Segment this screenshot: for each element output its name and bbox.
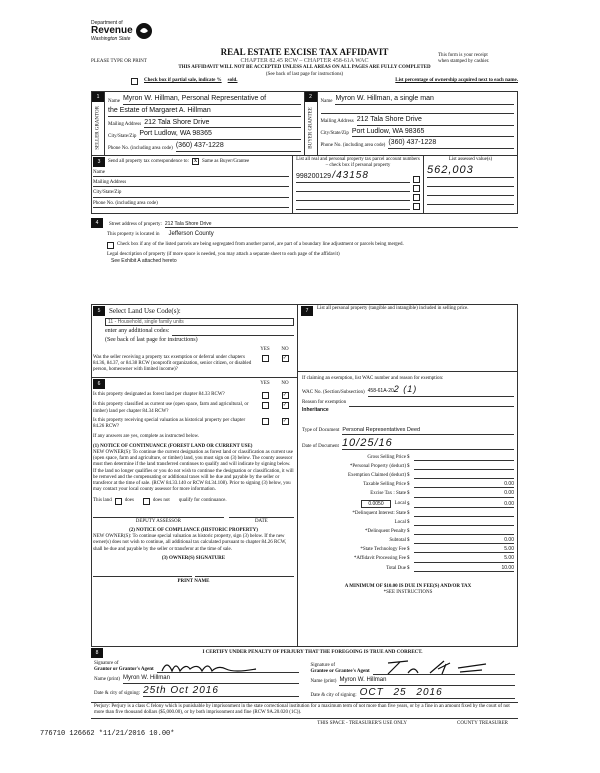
- partial-sale-checkbox[interactable]: [131, 78, 138, 85]
- buyer-fields: [318, 92, 518, 155]
- fee-row: [302, 528, 514, 535]
- personal-property-checkbox[interactable]: [413, 176, 420, 183]
- assessed-column: [424, 156, 517, 213]
- parcel-field[interactable]: [296, 171, 410, 183]
- dollar-sign: $: [407, 528, 410, 534]
- section-4-number: 4: [91, 218, 103, 228]
- fee-value-field[interactable]: [414, 472, 514, 479]
- buyer-section: [305, 92, 518, 155]
- title-block: [221, 47, 389, 66]
- fee-row: [302, 565, 514, 572]
- receipt-line2: when stamped by cashier.: [438, 59, 490, 64]
- current-use-yes-checkbox[interactable]: [262, 402, 269, 409]
- seller-city-field[interactable]: Port Ludlow, WA 98365: [139, 130, 300, 140]
- doc-type-field[interactable]: Personal Representatives Deed: [342, 427, 514, 435]
- wac-field[interactable]: [368, 385, 514, 396]
- section-2-number: 2: [305, 92, 317, 102]
- fee-label: *Delinquent Penalty: [365, 528, 406, 534]
- personal-property-checkbox[interactable]: [413, 194, 420, 201]
- section-5: [92, 305, 297, 378]
- dollar-sign: $: [407, 472, 410, 478]
- assessed-value-field[interactable]: 562,003: [427, 165, 514, 178]
- correspondence-column: [92, 156, 293, 213]
- section-6: [92, 378, 297, 589]
- dollar-sign: $: [407, 491, 410, 497]
- partial-row: [91, 78, 518, 85]
- perjury-notice: Perjury: Perjury is a class C felony which is punishable by imprisonment in the state correctional institution for a maximum term of not more than five years, or by a fine in an amount fixed by the court of not more than five thousand dollars ($5,000.00), or by both imprisonment and fine (RCW 9A.20.020 (1C)).: [91, 702, 518, 719]
- header-title-row: [91, 47, 518, 66]
- no-header: NO: [281, 347, 289, 353]
- parcel-field[interactable]: [296, 203, 410, 210]
- grantee-signature: [373, 660, 493, 675]
- dollar-sign: $: [407, 463, 410, 469]
- fee-value-field[interactable]: 10.00: [414, 565, 514, 572]
- doc-date-label: Date of Document: [302, 443, 339, 449]
- current-use-question: Is this property classified as current use (open space, farm and agricultural, or timber) land per chapter 84.34 RCW?: [93, 402, 249, 414]
- personal-property-checkbox[interactable]: [413, 203, 420, 210]
- grantor-signature: [157, 660, 267, 672]
- assessed-header: List assessed value(s): [448, 156, 493, 162]
- seller-phone-field[interactable]: (360) 437-1228: [176, 142, 301, 152]
- minimum-note: A MINIMUM OF $10.00 IS DUE IN FEE(S) AND/OR TAX: [344, 583, 472, 589]
- fee-value-field[interactable]: [414, 463, 514, 470]
- fee-row: [302, 537, 514, 544]
- grantee-name-field[interactable]: Myron W. Hillman: [339, 677, 515, 686]
- header-top: [91, 20, 518, 43]
- deputy-assessor: DEPUTY ASSESSOR: [93, 517, 224, 525]
- seller-name-field[interactable]: Myron W. Hillman, Personal Representative of: [123, 95, 301, 105]
- wac-label: WAC No. (Section/Subsection): [302, 390, 365, 396]
- dollar-sign: $: [407, 565, 410, 571]
- doc-date-field[interactable]: 10/25/16: [342, 438, 514, 451]
- fee-value-field[interactable]: 0.00: [414, 501, 514, 508]
- historic-question: Is this property receiving special valuation as historical property per chapter 84.26 RCW?: [93, 417, 246, 429]
- county-treasurer: COUNTY TREASURER: [457, 720, 508, 726]
- buyer-city-field[interactable]: Port Ludlow, WA 98365: [352, 128, 514, 138]
- assessed-value-field[interactable]: [427, 180, 514, 187]
- chapter: CHAPTER 82.45 RCW – CHAPTER 458-61A WAC: [240, 57, 369, 64]
- dollar-sign: $: [407, 510, 410, 516]
- partial-label: Check box if partial sale, indicate %: [144, 78, 222, 84]
- dollar-sign: $: [407, 454, 410, 460]
- section-5-number: 5: [93, 306, 105, 316]
- does-not-label: does not: [152, 497, 170, 503]
- fee-row: [302, 490, 514, 497]
- dollar-sign: $: [407, 501, 410, 507]
- street-label: Street address of property:: [109, 221, 162, 227]
- parties-box: [91, 91, 518, 156]
- section-7-number: 7: [301, 306, 313, 316]
- historic-yes-checkbox[interactable]: [262, 418, 269, 425]
- sec3-phone-field[interactable]: Phone No. (including area code): [93, 201, 289, 208]
- label: Mailing Address: [108, 122, 142, 127]
- seller-name-field-2[interactable]: the Estate of Margaret A. Hillman: [108, 107, 301, 117]
- grantor-block: [94, 658, 299, 699]
- section-1-number: 1: [92, 92, 104, 102]
- exemption-block: [298, 372, 517, 599]
- exemption-question: Was the seller receiving a property tax exemption or deferral under chapters 84.36, 84.37, or 84.38 RCW (nonprofit organization, senior citizen, or disabled person, homeowner with limited income)?: [93, 354, 252, 372]
- sec3-address-field[interactable]: Mailing Address: [93, 180, 289, 187]
- section-8: [40, 647, 518, 739]
- grantee-block: [311, 658, 516, 699]
- sig-label: Grantee or Grantee's Agent: [310, 668, 370, 674]
- label: City/State/Zip: [108, 133, 137, 139]
- ownership-note: List percentage of ownership acquired next to each name.: [395, 78, 518, 84]
- section-8-number: 8: [91, 648, 103, 658]
- segregation-label: Check box if any of the listed parcels are being segregated from another parcel, are part of a boundary line adjustment or parcels being merged.: [117, 241, 404, 247]
- grantee-signature-field[interactable]: [373, 660, 515, 675]
- grantee-date-field[interactable]: OCT 25 2016: [360, 688, 515, 700]
- sig-label: Grantor or Grantor's Agent: [94, 666, 154, 672]
- wac-value: 458-61A-20: [367, 388, 394, 395]
- print-name: PRINT NAME: [177, 579, 210, 584]
- does-checkbox[interactable]: [115, 498, 122, 505]
- local-rate-field[interactable]: 0.0050: [361, 500, 390, 508]
- seller-section: [92, 92, 305, 155]
- reason-label: Reason for exemption: [302, 400, 347, 406]
- treasurer-use-only: THIS SPACE - TREASURER'S USE ONLY: [317, 720, 408, 726]
- fee-row: [302, 472, 514, 479]
- logo-text: [91, 20, 133, 43]
- forest-yes-checkbox[interactable]: [262, 392, 269, 399]
- logo-line1: Department of: [91, 20, 123, 26]
- dollar-sign: $: [407, 519, 410, 525]
- fee-row: [302, 546, 514, 553]
- personal-property-title: List all personal property (tangible and intangible) included in selling price.: [317, 306, 469, 311]
- label: City/State/Zip: [320, 131, 349, 136]
- buyer-side: [305, 92, 318, 155]
- sig-label: Signature of: [310, 662, 336, 668]
- dollar-sign: $: [407, 482, 410, 488]
- dor-logo: [91, 20, 153, 43]
- does-label: does: [124, 497, 134, 503]
- send-label: Send all property tax correspondence to:: [108, 158, 189, 164]
- signature-grid: [91, 658, 518, 702]
- assessed-value-field[interactable]: [427, 189, 514, 196]
- fee-row: [302, 555, 514, 562]
- grantor-date-field[interactable]: 25th Oct 2016: [143, 686, 298, 698]
- receipt-line1: This form is your receipt: [438, 52, 488, 58]
- qualify-label: qualify for continuance.: [178, 497, 227, 503]
- label: Phone No. (including area code): [108, 145, 173, 151]
- fee-row: [302, 481, 514, 488]
- reason-field[interactable]: [349, 400, 514, 407]
- label: Name: [320, 98, 333, 104]
- certify-statement: I CERTIFY UNDER PENALTY OF PERJURY THAT THE FOREGOING IS TRUE AND CORRECT.: [202, 649, 423, 655]
- county: Jefferson County: [168, 231, 214, 237]
- fee-label: Total Due: [386, 565, 406, 571]
- fee-label: *State Technology Fee: [360, 547, 406, 553]
- sig-label: Signature of: [94, 660, 119, 666]
- street-address-field[interactable]: 212 Tala Shore Drive: [165, 221, 518, 228]
- segregation-row: [107, 242, 518, 249]
- date-label: Date & city of signing:: [310, 692, 357, 698]
- parcel-field[interactable]: [296, 194, 410, 201]
- located-label: This property is located in: [107, 232, 160, 238]
- fee-value-field[interactable]: 0.00: [414, 537, 514, 544]
- certify-row: [91, 647, 518, 658]
- sec3-name-field[interactable]: Name: [93, 170, 289, 177]
- q-yes-checkbox[interactable]: [262, 355, 269, 362]
- section-4-body: [91, 231, 518, 264]
- section-6-number: 6: [93, 379, 105, 389]
- if-yes-note: If any answers are yes, complete as instructed below.: [93, 434, 200, 440]
- land-use-select[interactable]: 11 - Household, single family units: [105, 318, 294, 326]
- parcel-header: List all real and personal property tax parcel account numbers – check box if personal property: [296, 156, 420, 168]
- buyer-name-field[interactable]: Myron W. Hillman, a single man: [335, 95, 514, 105]
- fee-value-field[interactable]: [414, 510, 514, 517]
- land-use-title: Select Land Use Code(s):: [109, 306, 181, 315]
- receipt-note: [438, 53, 518, 66]
- exemption-intro: If claiming an exemption, list WAC number and reason for exemption:: [302, 376, 444, 381]
- fee-label: Subtotal: [389, 537, 406, 543]
- label: Mailing Address: [320, 119, 354, 125]
- cashier-stamp: 776710 126662 *11/21/2016 10.00*: [40, 729, 175, 738]
- fee-row: [302, 500, 514, 508]
- header: [91, 20, 518, 90]
- seller-side-label: SELLER GRANTOR: [95, 106, 101, 151]
- owner-signature-line[interactable]: [195, 576, 294, 577]
- date-label: Date & city of signing:: [94, 690, 141, 696]
- buyer-address-field[interactable]: 212 Tala Shore Drive: [357, 116, 514, 126]
- fee-value-field[interactable]: [414, 519, 514, 526]
- buyer-name-field-2[interactable]: [321, 107, 515, 114]
- parcel-field[interactable]: [296, 185, 410, 192]
- fee-value-field[interactable]: [414, 454, 514, 461]
- same-as-buyer-checkbox[interactable]: X: [193, 159, 198, 165]
- seller-side: [92, 92, 105, 155]
- notice-continuance-text: NEW OWNER(S): To continue the current designation as forest land or classification as current use (open space, farm and agriculture, or timber) land, you must sign on (3) below. The county assessor must then determine if the land transferred continues to qualify and will indicate by signing below. If the land no longer qualifies or you do not wish to continue the designation or classification, it will be removed and the compensating or additional taxes will be due and payable by the seller or transferor at the time of sale. (RCW 84.33.140 or RCW 84.34.108). Prior to signing (3) below, you may contact your local county assessor for more information.: [93, 449, 294, 493]
- q-no-checkbox[interactable]: ✓: [282, 355, 288, 361]
- fee-value-field[interactable]: 5.00: [414, 555, 514, 562]
- fee-label: *Delinquent Interest: State: [352, 510, 406, 516]
- logo-swirl-icon: [135, 20, 153, 42]
- affidavit-form: [40, 20, 518, 739]
- no-header: NO: [281, 381, 289, 387]
- continuance-row: [93, 498, 294, 505]
- buyer-side-label: BUYER GRANTEE: [308, 107, 313, 150]
- form-title: REAL ESTATE EXCISE TAX AFFIDAVIT: [220, 46, 389, 57]
- notice-compliance-title: (2) NOTICE OF COMPLIANCE (HISTORIC PROPERTY): [129, 527, 258, 533]
- personal-property-checkbox[interactable]: [413, 185, 420, 192]
- additional-label: enter any additional codes:: [105, 328, 170, 335]
- section-7: [298, 305, 517, 646]
- doc-type-label: Type of Document: [302, 428, 340, 434]
- sec3-city-field[interactable]: City/State/Zip: [93, 190, 289, 197]
- section-3: [91, 156, 518, 214]
- does-not-checkbox[interactable]: [143, 498, 150, 505]
- reason-value: Inheritance: [302, 406, 329, 413]
- forest-question: Is this property designated as forest land per chapter 84.33 RCW?: [93, 392, 225, 398]
- personal-property-block: [298, 305, 517, 372]
- seller-address-field[interactable]: 212 Tala Shore Drive: [144, 119, 300, 129]
- additional-codes-field[interactable]: [172, 329, 294, 336]
- logo-line3: Washington State: [91, 36, 131, 43]
- dollar-sign: $: [407, 547, 410, 553]
- fee-label: Exemption Claimed (deduct): [347, 472, 406, 478]
- same-label: Same as Buyer/Grantee: [201, 158, 250, 164]
- fee-row: [302, 454, 514, 461]
- send-row: [93, 157, 289, 167]
- name-label: Name (print): [94, 677, 120, 683]
- parcel-handwritten: /43158: [332, 170, 369, 182]
- yes-header: YES: [260, 381, 270, 387]
- dollar-sign: $: [407, 537, 410, 543]
- fee-label: *Affidavit Processing Fee: [353, 556, 406, 562]
- owner-sign-lines: [93, 576, 294, 577]
- name-label: Name (print): [310, 679, 337, 685]
- warning: THIS AFFIDAVIT WILL NOT BE ACCEPTED UNLESS ALL AREAS ON ALL PAGES ARE FULLY COMPLETED: [178, 65, 431, 71]
- dollar-sign: $: [407, 556, 410, 562]
- fee-label: Gross Selling Price: [367, 454, 406, 460]
- fee-label: Local: [394, 519, 406, 525]
- wac-handwritten: 2 (1): [393, 384, 418, 395]
- see-back: (See back of last page for instructions): [265, 71, 344, 77]
- parcel-column: [293, 156, 424, 213]
- fee-value-field[interactable]: [414, 528, 514, 535]
- sig-label-group: [311, 663, 370, 676]
- grantor-signature-field[interactable]: [157, 660, 299, 673]
- label: Name: [108, 98, 120, 104]
- fee-label: Local: [394, 500, 406, 506]
- seller-fields: [105, 92, 304, 155]
- historic-no-checkbox[interactable]: ✓: [282, 418, 288, 424]
- parcel-number: 998200129: [296, 173, 332, 181]
- grantor-name-field[interactable]: Myron W. Hillman: [123, 675, 299, 684]
- logo-line2: Revenue: [91, 25, 133, 37]
- fee-row: [302, 519, 514, 526]
- segregation-checkbox[interactable]: [107, 242, 114, 249]
- see-instructions: *SEE INSTRUCTIONS: [383, 590, 433, 596]
- fee-label-group: [302, 500, 406, 508]
- notice-compliance-text: NEW OWNER(S): To continue special valuation as historic property, sign (3) below. If the new owner(s) does not wish to continue, all additional tax calculated pursuant to chapter 84.26 RCW, shall be due and payable by the seller or transferor at the time of sale.: [93, 534, 287, 552]
- fee-label: Excise Tax : State: [370, 491, 406, 497]
- fee-label: Taxable Selling Price: [363, 482, 406, 488]
- fee-value-field[interactable]: 5.00: [414, 546, 514, 553]
- label: Phone No. (including area code): [320, 142, 386, 148]
- current-use-no-checkbox[interactable]: ✓: [282, 403, 288, 409]
- assessed-value-field[interactable]: [427, 198, 514, 205]
- yes-header: YES: [260, 347, 270, 353]
- legal-description: See Exhibit A attached hereto: [111, 257, 177, 264]
- owner-signature-line[interactable]: [93, 576, 192, 577]
- notice-continuance-title: (1) NOTICE OF CONTINUANCE (FOREST LAND OR CURRENT USE): [93, 443, 253, 449]
- section-3-number: 3: [93, 157, 105, 167]
- fee-value-field[interactable]: 0.00: [414, 481, 514, 488]
- left-column: [92, 305, 298, 646]
- sections-5-7-box: [91, 304, 518, 647]
- assessor-sign-row: [93, 517, 294, 525]
- please-type: PLEASE TYPE OR PRINT: [91, 59, 147, 64]
- treasurer-row: [91, 719, 518, 727]
- fee-row: [302, 463, 514, 470]
- forest-no-checkbox[interactable]: ✓: [282, 393, 288, 399]
- sec5-see-back: (See back of last page for instructions): [105, 336, 198, 343]
- section-4: [91, 218, 518, 304]
- this-land-label: This land: [93, 497, 112, 503]
- buyer-phone-field[interactable]: (360) 437-1228: [388, 139, 514, 149]
- sold: sold.: [227, 78, 238, 84]
- fee-label: *Personal Property (deduct): [349, 463, 406, 469]
- legal-label: Legal description of property (if more space is needed, you may attach a separate sheet to each page of the affidavit): [107, 251, 340, 257]
- fee-table: [302, 454, 514, 572]
- fee-row: [302, 510, 514, 517]
- owner-signature-title: (3) OWNER(S) SIGNATURE: [161, 555, 226, 561]
- sig-label-group: [94, 661, 154, 674]
- fee-value-field[interactable]: 0.00: [414, 490, 514, 497]
- date-label: DATE: [229, 517, 294, 525]
